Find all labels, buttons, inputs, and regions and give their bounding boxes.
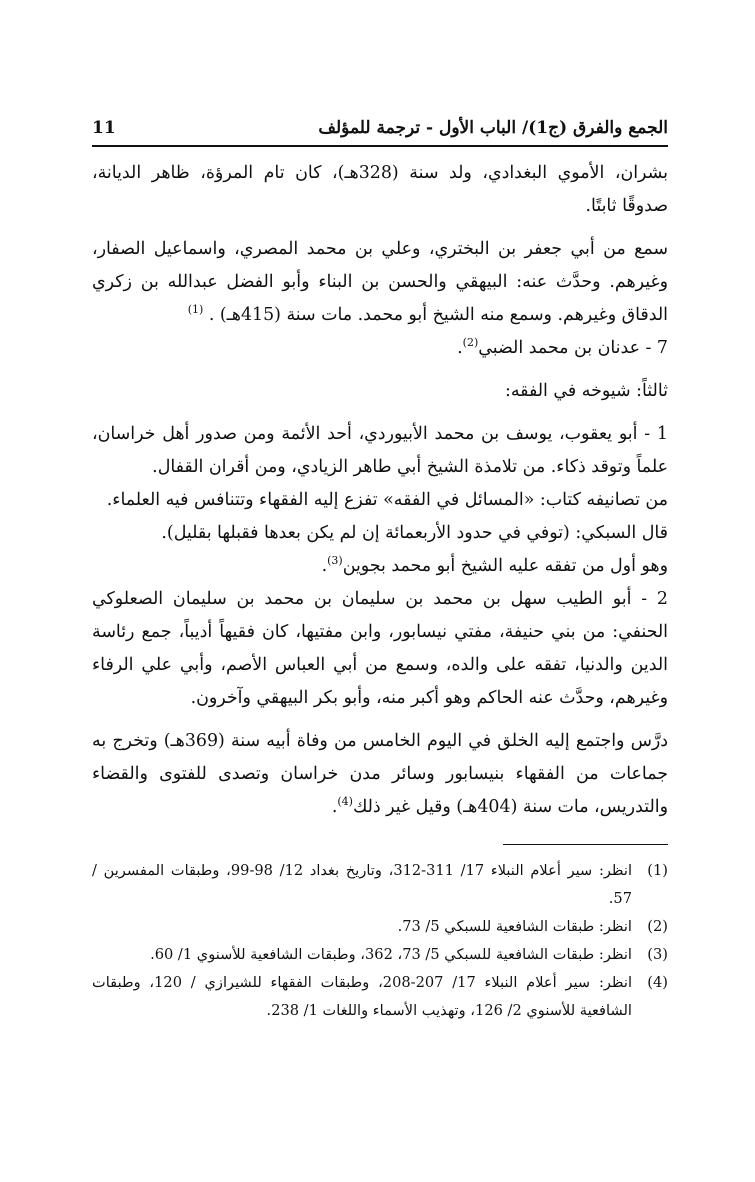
paragraph: درَّس واجتمع إليه الخلق في اليوم الخامس من وفاة أبيه سنة (369هـ) وتخرج به جماعات من الفقهاء بنيسابور وسائر مدن خراسان وتصدى للفتوى والقضاء والتدريس، مات سنة (404هـ) وقيل غير ذلك$^{(4)}$. bbox=[92, 731, 668, 817]
paragraph: سمع من أبي جعفر بن البختري، وعلي بن محمد المصري، واسماعيل الصفار، وغيرهم. وحدَّث عنه: البيهقي والحسن بن البناء وأبو الفضل عبدالله بن زكري الدقاق وغيرهم. وسمع منه الشيخ أبو محمد. مات سنة (415هـ) . $^{(1)}$ bbox=[92, 239, 668, 325]
footnote-number: (1) bbox=[647, 862, 668, 879]
footnote bbox=[92, 941, 668, 969]
running-header bbox=[92, 118, 668, 147]
footnote-text: انظر: طبقات الشافعية للسبكي 5/ 73، 362، وطبقات الشافعية للأسنوي 1/ 60. bbox=[150, 946, 632, 963]
footnote-marker: (4) bbox=[337, 795, 353, 809]
book-page bbox=[92, 118, 668, 1025]
footnote-marker: (1) bbox=[187, 303, 204, 317]
paragraph: 7 - عدنان بن محمد الضبي$^{(2)}$. bbox=[457, 336, 668, 358]
paragraph: 1 - أبو يعقوب، يوسف بن محمد الأبيوردي، أحد الأئمة ومن صدور أهل خراسان، علماً وتوقد ذكاء. من تلامذة الشيخ أبي طاهر الزيادي، ومن أقران القفال. bbox=[92, 424, 668, 477]
paragraph: وهو أول من تفقه عليه الشيخ أبو محمد بجوين$^{(3)}$. bbox=[321, 554, 668, 576]
paragraph: من تصانيفه كتاب: «المسائل في الفقه» تفزع إليه الفقهاء وتتنافس فيه العلماء. bbox=[106, 490, 668, 510]
footnote-number: (4) bbox=[647, 974, 668, 991]
footnote-number: (2) bbox=[647, 918, 668, 935]
main-text bbox=[92, 157, 668, 824]
footnote-number: (3) bbox=[647, 946, 668, 963]
footnote-text: انظر: سير أعلام النبلاء 17/ 207-208، وطبقات الفقهاء للشيرازي / 120، وطبقات الشافعية للأسنوي 2/ 126، وتهذيب الأسماء واللغات 1/ 238. bbox=[92, 974, 633, 1019]
footnote bbox=[92, 969, 668, 1025]
paragraph: 2 - أبو الطيب سهل بن محمد بن سليمان بن محمد بن سليمان الصعلوكي الحنفي: من بني حنيفة، مفتي نيسابور، وابن مفتيها، كان فقيهاً أديباً، جمع رئاسة الدين والدنيا، تفقه على والده، وسمع من أبي العباس الأصم، وأبي علي الرفاء وغيرهم، وحدَّث عنه الحاكم وهو أكبر منه، وأبو بكر البيهقي وآخرون. bbox=[92, 589, 668, 708]
footnotes bbox=[92, 857, 668, 1025]
page-number: 11 bbox=[92, 118, 116, 138]
footnote bbox=[92, 913, 668, 941]
footnote-text: انظر: طبقات الشافعية للسبكي 5/ 73. bbox=[397, 918, 632, 935]
footnote-text: انظر: سير أعلام النبلاء 17/ 311-312، وتاريخ بغداد 12/ 98-99، وطبقات المفسرين / 57. bbox=[92, 862, 633, 907]
footnote-marker: (2) bbox=[462, 336, 479, 350]
footnote-marker: (3) bbox=[327, 554, 343, 568]
paragraph: بشران، الأموي البغدادي، ولد سنة (328هـ)، كان تام المرؤة، ظاهر الديانة، صدوقًا ثابتًا. bbox=[92, 163, 669, 216]
footnote bbox=[92, 857, 668, 913]
paragraph: قال السبكي: (توفي في حدود الأربعمائة إن لم يكن بعدها فقبلها بقليل). bbox=[161, 523, 668, 543]
footnote-divider bbox=[503, 844, 668, 845]
header-title: الجمع والفرق (ج1)/ الباب الأول - ترجمة للمؤلف bbox=[318, 118, 668, 138]
section-heading: ثالثاً: شيوخه في الفقه: bbox=[504, 381, 668, 401]
